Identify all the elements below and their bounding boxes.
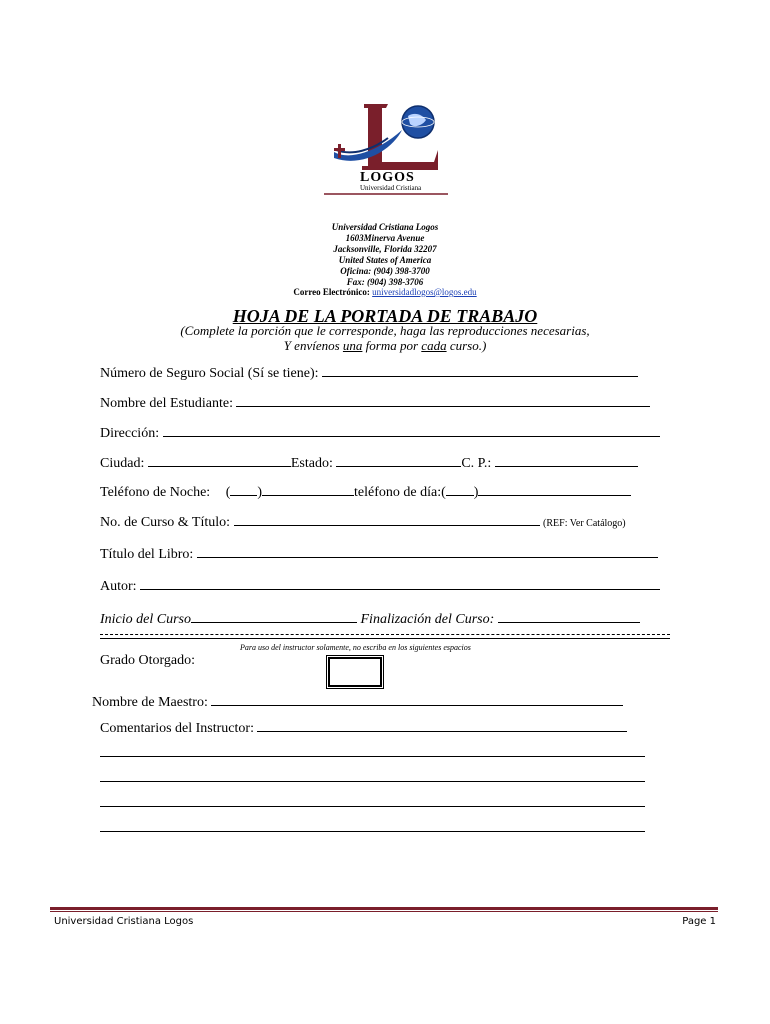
night-phone-close: ) bbox=[257, 485, 263, 500]
author-label: Autor: bbox=[100, 579, 137, 594]
address-input[interactable] bbox=[163, 424, 660, 437]
author-row bbox=[100, 577, 660, 595]
night-area-code-input[interactable] bbox=[230, 483, 257, 496]
teacher-name-label: Nombre de Maestro: bbox=[92, 695, 208, 710]
subtitle-text: curso.) bbox=[446, 338, 487, 353]
comments-line[interactable] bbox=[100, 756, 645, 757]
grade-label: Grado Otorgado: bbox=[100, 653, 195, 668]
day-phone-label: teléfono de día:( bbox=[354, 485, 446, 500]
city-label: Ciudad: bbox=[100, 456, 145, 471]
subtitle-emphasis-cada: cada bbox=[421, 338, 447, 353]
state-input[interactable] bbox=[336, 454, 461, 467]
address-line-1: Universidad Cristiana Logos bbox=[331, 222, 439, 232]
address-fax: Fax: (904) 398-3706 bbox=[346, 277, 424, 287]
email-row bbox=[0, 287, 770, 298]
address-phone: Oficina: (904) 398-3700 bbox=[340, 266, 430, 276]
night-phone-open: ( bbox=[225, 485, 231, 500]
course-label: No. de Curso & Título: bbox=[100, 515, 231, 530]
subtitle-text: forma por bbox=[362, 338, 422, 353]
subtitle-line-1: (Complete la porción que le corresponde, haga las reproducciones necesarias, bbox=[180, 323, 590, 338]
address-label: Dirección: bbox=[100, 426, 160, 441]
zip-input[interactable] bbox=[495, 454, 638, 467]
email-link[interactable]: universidadlogos@logos.edu bbox=[372, 287, 477, 297]
email-label: Correo Electrónico: bbox=[293, 287, 370, 297]
night-phone-input[interactable] bbox=[262, 483, 354, 496]
course-dates-row bbox=[100, 610, 640, 628]
book-title-row bbox=[100, 545, 658, 563]
student-name-input[interactable] bbox=[236, 394, 650, 407]
address-line-3: Jacksonville, Florida 32207 bbox=[333, 244, 437, 254]
address-row bbox=[100, 424, 660, 442]
footer-rule bbox=[50, 907, 718, 910]
author-input[interactable] bbox=[140, 577, 660, 590]
logo-tagline: Universidad Cristiana bbox=[360, 184, 422, 192]
comments-label: Comentarios del Instructor: bbox=[100, 721, 254, 736]
footer-rule-thin bbox=[50, 911, 718, 912]
separator-solid bbox=[100, 638, 670, 639]
course-end-label: Finalización del Curso: bbox=[360, 612, 495, 627]
footer-left-text: Universidad Cristiana Logos bbox=[54, 916, 194, 927]
day-area-code-input[interactable] bbox=[446, 483, 474, 496]
teacher-name-row bbox=[92, 693, 623, 711]
grade-box[interactable] bbox=[328, 657, 382, 687]
comments-input-first[interactable] bbox=[257, 719, 627, 732]
night-phone-label: Teléfono de Noche: bbox=[100, 485, 211, 500]
comments-row bbox=[100, 719, 627, 737]
city-input[interactable] bbox=[148, 454, 291, 467]
day-phone-input[interactable] bbox=[478, 483, 631, 496]
state-label: Estado: bbox=[290, 456, 333, 471]
course-start-input[interactable] bbox=[191, 610, 357, 623]
subtitle-line-2 bbox=[0, 338, 770, 354]
book-title-input[interactable] bbox=[197, 545, 658, 558]
address-line-4: United States of America bbox=[338, 255, 432, 265]
logo-brand-text: LOGOS bbox=[360, 170, 415, 185]
ssn-row bbox=[100, 364, 638, 382]
instructor-only-note: Para uso del instructor solamente, no escriba en los siguientes espacios bbox=[240, 643, 471, 652]
logo bbox=[322, 100, 450, 195]
teacher-name-input[interactable] bbox=[211, 693, 623, 706]
student-name-label: Nombre del Estudiante: bbox=[100, 396, 233, 411]
ssn-input[interactable] bbox=[322, 364, 638, 377]
comments-line[interactable] bbox=[100, 806, 645, 807]
comments-line[interactable] bbox=[100, 831, 645, 832]
subtitle-text: Y envíenos bbox=[283, 338, 343, 353]
subtitle-emphasis-una: una bbox=[342, 338, 363, 353]
student-name-row bbox=[100, 394, 650, 412]
course-row bbox=[100, 513, 626, 531]
page-number: Page 1 bbox=[682, 916, 716, 927]
day-phone-close: ) bbox=[473, 485, 479, 500]
phone-row bbox=[100, 483, 631, 501]
page-title: HOJA DE LA PORTADA DE TRABAJO bbox=[232, 306, 538, 326]
course-end-input[interactable] bbox=[498, 610, 640, 623]
course-ref-note: (REF: Ver Catálogo) bbox=[543, 518, 626, 529]
comments-line[interactable] bbox=[100, 781, 645, 782]
book-title-label: Título del Libro: bbox=[100, 547, 194, 562]
course-start-label: Inicio del Curso bbox=[100, 612, 191, 627]
address-line-2: 1603Minerva Avenue bbox=[345, 233, 425, 243]
course-input[interactable] bbox=[234, 513, 540, 526]
city-state-zip-row bbox=[100, 454, 638, 472]
ssn-label: Número de Seguro Social (Sí se tiene): bbox=[100, 366, 319, 381]
separator-dashed bbox=[100, 634, 670, 635]
zip-label: C. P.: bbox=[461, 456, 492, 471]
